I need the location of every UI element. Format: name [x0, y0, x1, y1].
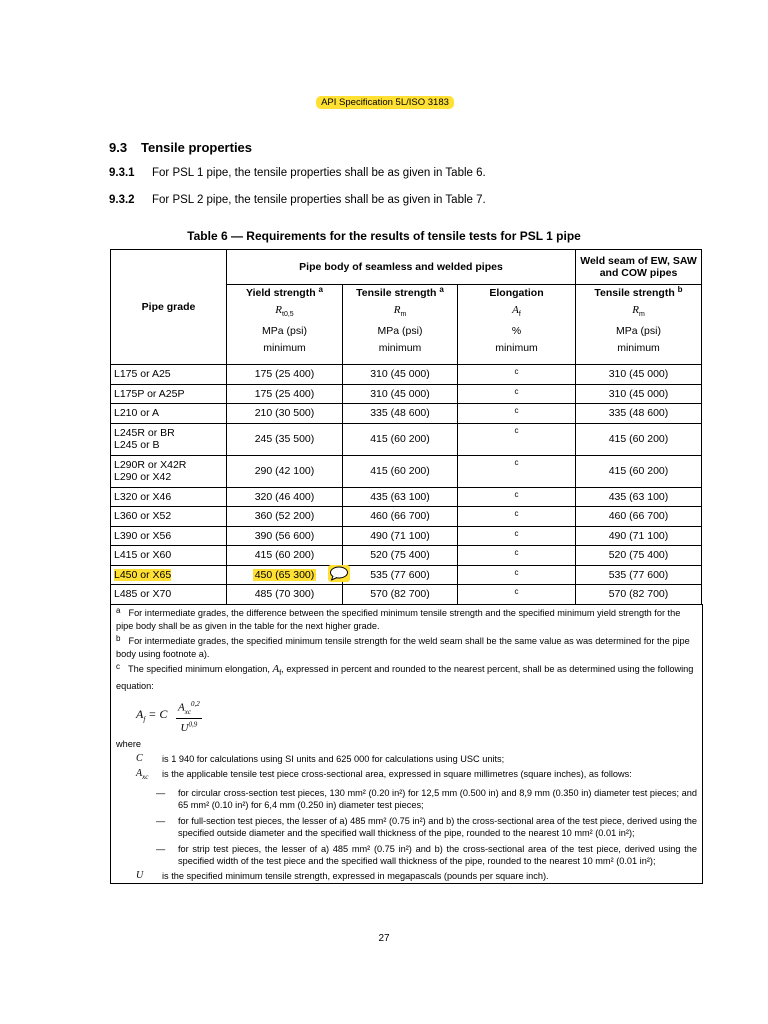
yield-cell	[227, 565, 343, 585]
yield-cell-text: 245 (35 500)	[254, 433, 315, 445]
grade-text: L245 or B	[114, 439, 160, 451]
tensile-cell-text: 310 (45 000)	[370, 387, 430, 400]
yield-cell	[227, 546, 343, 566]
grade-text: L450 or X65	[114, 568, 172, 581]
tensile-cell	[343, 546, 458, 566]
col-label: Tensile strength	[356, 287, 437, 299]
table-row	[111, 365, 702, 385]
weld-tensile-cell	[576, 423, 702, 455]
def-U: U is the specified minimum tensile strength, expressed in megapascals (pounds per square inch).	[116, 870, 697, 882]
grade-cell	[111, 365, 227, 385]
weld-tensile-cell-text: 570 (82 700)	[608, 588, 669, 601]
grade-text: L290 or X42	[114, 471, 172, 483]
pipe-body-header: Pipe body of seamless and welded pipes	[227, 250, 576, 285]
tensile-cell	[343, 487, 458, 507]
table-row	[111, 384, 702, 404]
symbol-sub: f	[518, 311, 521, 319]
elongation-cell-text: c	[514, 587, 519, 596]
elongation-cell	[458, 455, 576, 487]
grade-text: L320 or X46	[114, 490, 172, 503]
yield-cell-text: 485 (70 300)	[254, 588, 315, 601]
tensile-cell-text: 535 (77 600)	[370, 568, 430, 581]
weld-seam-header: Weld seam of EW, SAW and COW pipes	[576, 250, 702, 285]
weld-tensile-cell-text: 535 (77 600)	[608, 568, 669, 581]
unit: MPa (psi)	[616, 325, 661, 338]
page-number: 27	[378, 933, 390, 944]
weld-tensile-cell-text: 310 (45 000)	[608, 368, 669, 381]
yield-cell	[227, 526, 343, 546]
dash-item-circular: — for circular cross-section test pieces, 130 mm² (0.20 in²) for 12,5 mm (0.500 in) and 8,9 mm (0.350 in) diameter test pieces; and 65 mm² (0.10 in²) for 6,4 mm (0.250 in) diameter test pieces;	[156, 787, 697, 810]
weld-tensile-cell	[576, 487, 702, 507]
weld-tensile-cell-text: 435 (63 100)	[608, 490, 669, 503]
tensile-cell	[343, 365, 458, 385]
dash-item-full-section: — for full-section test pieces, the lesser of a) 485 mm² (0.75 in²) and b) the cross-sectional area of the test piece, derived using the specified outside diameter and the specified wall thickness of the pipe, rounded to the nearest 10 mm² (0.01 in²);	[156, 815, 697, 838]
footnote-text: For intermediate grades, the difference between the specified minimum tensile strength and the specified minimum yield strength for the pipe body shall be as given in the table for the next higher grade.	[116, 608, 681, 631]
weld-tensile-cell-text: 520 (75 400)	[608, 549, 669, 562]
elongation-cell-text: c	[514, 528, 519, 538]
elongation-cell	[458, 507, 576, 527]
tensile-cell-text: 435 (63 100)	[370, 490, 430, 503]
symbol: R	[275, 304, 283, 316]
elongation-equation: $A_f = C$ $A_{xc}^{0,2}$ U$^{0,9}$	[136, 699, 200, 735]
col-header-weld-tensile	[576, 285, 702, 365]
tensile-cell	[343, 507, 458, 527]
footnote-text: , expressed in percent and rounded to the nearest percent, shall be as determined using the following equation:	[116, 664, 694, 691]
col-label: Tensile strength	[594, 287, 675, 299]
table-row	[111, 546, 702, 566]
tensile-cell	[343, 565, 458, 585]
footnote-mark: a	[318, 285, 323, 294]
grade-cell	[111, 404, 227, 424]
unit: MPa (psi)	[377, 325, 423, 338]
weld-tensile-cell-text: 310 (45 000)	[608, 387, 669, 400]
yield-cell-text: 175 (25 400)	[254, 387, 315, 400]
table-row	[111, 565, 702, 585]
yield-cell-text: 175 (25 400)	[254, 368, 315, 381]
comment-annotation[interactable]	[328, 565, 350, 582]
tensile-cell-text: 520 (75 400)	[370, 549, 430, 562]
col-label: Elongation	[489, 287, 544, 299]
unit: %	[511, 325, 522, 338]
tensile-cell	[343, 455, 458, 487]
elongation-cell	[458, 565, 576, 585]
yield-cell	[227, 404, 343, 424]
yield-cell	[227, 455, 343, 487]
weld-tensile-cell-text: 415 (60 200)	[608, 433, 669, 445]
elongation-cell-text: c	[514, 367, 519, 376]
grade-cell	[111, 487, 227, 507]
grade-text: L290R or X42R	[114, 459, 187, 471]
table-row	[111, 423, 702, 455]
grade-cell	[111, 526, 227, 546]
grade-text: L245R or BR	[114, 427, 175, 439]
tensile-cell-text: 460 (66 700)	[370, 510, 430, 523]
table-row	[111, 487, 702, 507]
grade-cell	[111, 507, 227, 527]
table-row	[111, 404, 702, 424]
table-row	[111, 507, 702, 527]
tensile-cell	[343, 526, 458, 546]
def-text: is 1 940 for calculations using SI units and 625 000 for calculations using USC units;	[162, 753, 505, 764]
table-row	[111, 455, 702, 487]
weld-tensile-cell	[576, 526, 702, 546]
symbol-sub: m	[638, 311, 645, 319]
tensile-cell	[343, 585, 458, 605]
grade-text: L360 or X52	[114, 510, 172, 523]
tensile-cell-text: 310 (45 000)	[370, 368, 430, 381]
col-label: Yield strength	[246, 287, 316, 299]
tensile-cell	[343, 423, 458, 455]
col-header-yield	[227, 285, 343, 365]
section-heading	[109, 140, 252, 155]
tensile-cell-text: 335 (48 600)	[370, 407, 430, 420]
qualifier: minimum	[617, 342, 660, 355]
grade-text: L175P or A25P	[114, 387, 185, 400]
dash-text: for circular cross-section test pieces, 130 mm² (0.20 in²) for 12,5 mm (0.500 in) and 8,9 mm (0.350 in) diameter test pieces; and 65 mm² (0.10 in²) for 6,4 mm (0.250 in) diameter test pieces;	[178, 787, 697, 810]
yield-cell	[227, 365, 343, 385]
elongation-cell-text: c	[514, 548, 519, 557]
section-number: 9.3	[109, 140, 128, 155]
grade-cell	[111, 423, 227, 455]
elongation-cell	[458, 423, 576, 455]
table-footnotes	[110, 604, 703, 884]
table-caption: Table 6 — Requirements for the results of tensile tests for PSL 1 pipe	[187, 229, 581, 243]
weld-tensile-cell	[576, 565, 702, 585]
speech-bubble-icon	[329, 566, 349, 581]
tensile-cell-text: 490 (71 100)	[370, 529, 430, 542]
weld-tensile-cell-text: 460 (66 700)	[608, 510, 669, 523]
weld-tensile-cell-text: 490 (71 100)	[608, 529, 669, 542]
paragraph-number: 9.3.1	[109, 167, 135, 179]
dash-text: for full-section test pieces, the lesser of a) 485 mm² (0.75 in²) and b) the cross-sectional area of the test piece, derived using the specified outside diameter and the specified wall thickness of the pipe, rounded to the nearest 10 mm² (0.01 in²);	[178, 815, 697, 838]
yield-cell	[227, 585, 343, 605]
table-row	[111, 526, 702, 546]
table-row	[111, 585, 702, 605]
weld-tensile-cell	[576, 585, 702, 605]
elongation-cell-text: c	[514, 425, 519, 435]
grade-cell	[111, 455, 227, 487]
unit: MPa (psi)	[262, 325, 307, 338]
tensile-cell-text: 415 (60 200)	[370, 433, 430, 445]
symbol: R	[632, 304, 639, 316]
symbol-sub: m	[400, 311, 407, 319]
elongation-cell	[458, 384, 576, 404]
grade-text: L485 or X70	[114, 588, 172, 601]
footnote-c: c The specified minimum elongation, $A_f$, expressed in percent and rounded to the nearest percent, shall be as determined using the following equation:	[116, 662, 694, 691]
weld-tensile-cell	[576, 365, 702, 385]
paragraph-text: For PSL 1 pipe, the tensile properties shall be as given in Table 6.	[152, 167, 486, 179]
grade-cell	[111, 565, 227, 585]
weld-tensile-cell	[576, 455, 702, 487]
footnote-mark: a	[439, 285, 444, 294]
weld-tensile-cell	[576, 384, 702, 404]
tensile-cell	[343, 384, 458, 404]
qualifier: minimum	[263, 342, 306, 355]
elongation-cell	[458, 546, 576, 566]
elongation-cell-text: c	[514, 457, 519, 467]
weld-tensile-cell	[576, 546, 702, 566]
tensile-table	[110, 249, 702, 605]
qualifier: minimum	[495, 342, 538, 355]
tensile-cell-text: 415 (60 200)	[370, 465, 430, 477]
paragraph-9-3-1	[109, 167, 486, 179]
def-text: is the specified minimum tensile strength, expressed in megapascals (pounds per square inch).	[162, 870, 549, 881]
elongation-cell-text: c	[514, 509, 519, 518]
def-C: C is 1 940 for calculations using SI units and 625 000 for calculations using USC units;	[116, 753, 697, 765]
tensile-cell	[343, 404, 458, 424]
yield-cell-text: 360 (52 200)	[254, 510, 315, 523]
yield-cell-text: 390 (56 600)	[254, 529, 315, 542]
footnote-text: For intermediate grades, the specified minimum tensile strength for the weld seam shall be the same value as was determined for the pipe body using footnote a).	[116, 636, 690, 659]
paragraph-text: For PSL 2 pipe, the tensile properties shall be as given in Table 7.	[152, 194, 486, 206]
yield-cell	[227, 487, 343, 507]
grade-text: L415 or X60	[114, 549, 172, 562]
footnote-text: The specified minimum elongation,	[128, 664, 270, 674]
footnote-a: a For intermediate grades, the difference between the specified minimum tensile strength and the specified minimum yield strength for the pipe body shall be as given in the table for the next higher grade.	[116, 606, 681, 631]
elongation-cell-text: c	[514, 386, 519, 396]
weld-tensile-cell-text: 335 (48 600)	[608, 407, 669, 420]
tensile-cell-text: 570 (82 700)	[370, 588, 430, 601]
paragraph-9-3-2	[109, 194, 486, 206]
yield-cell-text: 290 (42 100)	[254, 465, 315, 477]
yield-cell	[227, 384, 343, 404]
elongation-cell	[458, 404, 576, 424]
grade-text: L210 or A	[114, 407, 159, 420]
yield-cell-text: 415 (60 200)	[254, 549, 315, 562]
grade-text: L175 or A25	[114, 368, 171, 381]
pipe-grade-header: Pipe grade	[111, 250, 227, 365]
qualifier: minimum	[378, 342, 422, 355]
weld-tensile-cell	[576, 404, 702, 424]
weld-tensile-cell	[576, 507, 702, 527]
yield-cell	[227, 507, 343, 527]
elongation-cell-text: c	[514, 489, 519, 499]
symbol: A	[512, 304, 519, 316]
elongation-cell	[458, 585, 576, 605]
def-Axc: $A_{xc}$ is the applicable tensile test piece cross-sectional area, expressed in square millimetres (square inches), as follows:	[116, 768, 697, 783]
col-header-tensile	[343, 285, 458, 365]
elongation-cell	[458, 487, 576, 507]
col-header-elongation	[458, 285, 576, 365]
yield-cell	[227, 423, 343, 455]
yield-cell-text: 450 (65 300)	[254, 568, 315, 581]
grade-cell	[111, 546, 227, 566]
elongation-cell	[458, 526, 576, 546]
symbol-sub: t0,5	[282, 311, 294, 319]
section-title: Tensile properties	[141, 140, 253, 155]
elongation-cell	[458, 365, 576, 385]
elongation-cell-text: c	[514, 406, 519, 415]
footnote-b: b For intermediate grades, the specified minimum tensile strength for the weld seam shall be the same value as was determined for the pipe body using footnote a).	[116, 634, 690, 659]
yield-cell-text: 210 (30 500)	[254, 407, 315, 420]
weld-tensile-cell-text: 415 (60 200)	[608, 465, 669, 477]
grade-text: L390 or X56	[114, 529, 172, 542]
def-text: is the applicable tensile test piece cross-sectional area, expressed in square millimetres (square inches), as follows:	[162, 768, 632, 779]
dash-item-strip: — for strip test pieces, the lesser of a) 485 mm² (0.75 in²) and b) the cross-sectional area of the test piece, derived using the specified width of the test piece and the specified wall thickness of the pipe, rounded to the nearest 10 mm² (0.01 in²);	[156, 843, 697, 866]
dash-text: for strip test pieces, the lesser of a) 485 mm² (0.75 in²) and b) the cross-sectional area of the test piece, derived using the specified width of the test piece and the specified wall thickness of the pipe, rounded to the nearest 10 mm² (0.01 in²);	[178, 843, 697, 866]
where-label: where	[116, 738, 142, 749]
elongation-cell-text: c	[514, 567, 519, 577]
yield-cell-text: 320 (46 400)	[254, 490, 315, 503]
paragraph-number: 9.3.2	[109, 194, 135, 206]
footnote-mark: b	[677, 285, 683, 294]
symbol: R	[393, 304, 401, 316]
grade-cell	[111, 384, 227, 404]
header-tag: API Specification 5L/ISO 3183	[316, 96, 454, 109]
grade-cell	[111, 585, 227, 605]
